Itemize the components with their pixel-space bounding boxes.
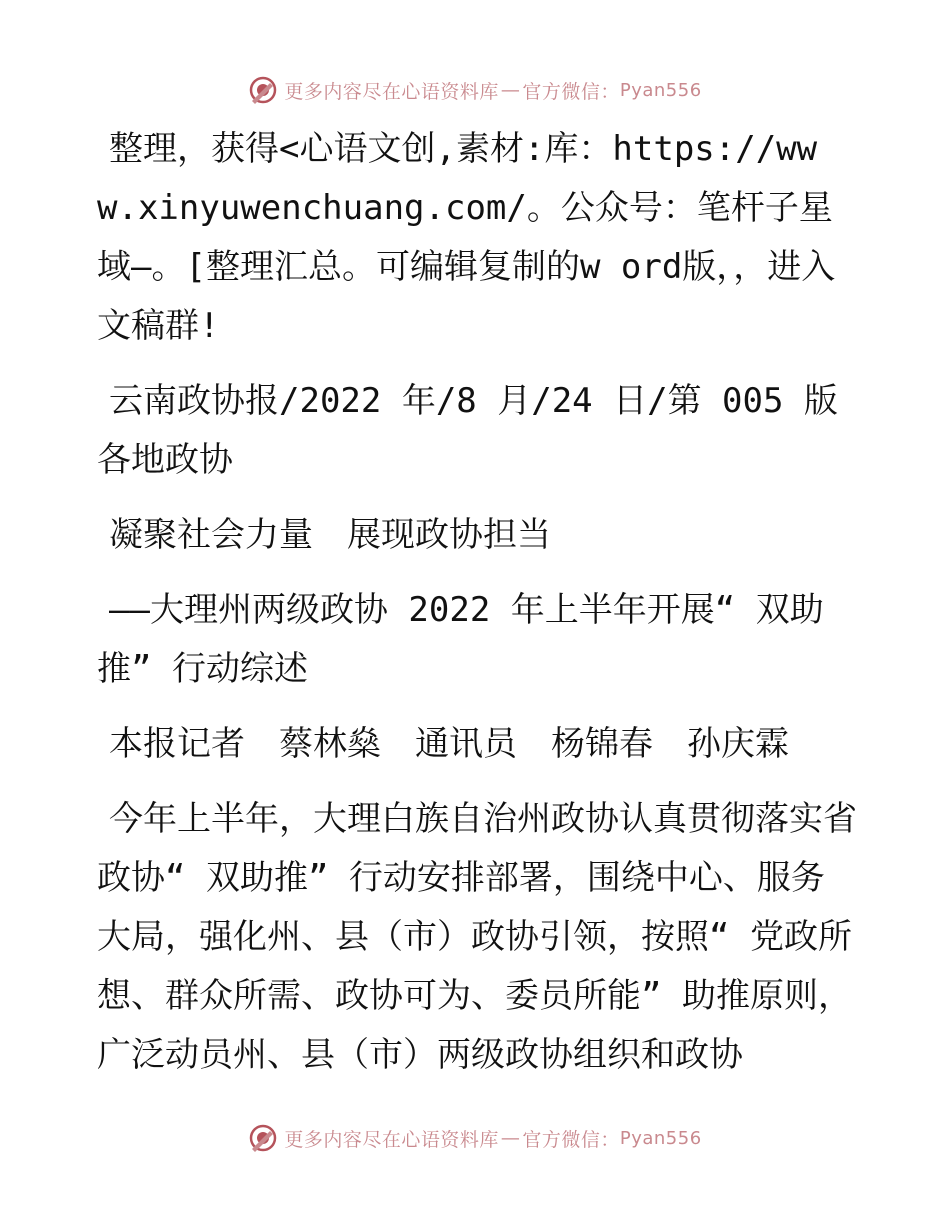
header-watermark: [0, 70, 950, 110]
watermark-official: 官方微信：: [522, 80, 620, 103]
intro-paragraph: 整理，获得<心语文创,素材:库：https://www.xinyuwenchuang.com/。公众号：笔杆子星域—。[整理汇总。可编辑复制的w ord版，，进入文稿群!: [97, 129, 836, 346]
watermark-separator: —: [500, 1127, 521, 1149]
footer-watermark: [0, 1118, 950, 1158]
pen-logo-icon: [248, 1123, 278, 1153]
pen-logo-icon: [248, 75, 278, 105]
byline: 本报记者 蔡林燊 通讯员 杨锦春 孙庆霖: [109, 724, 789, 764]
watermark-wechat: Pyan556: [619, 1127, 702, 1149]
article-subtitle: ——大理州两级政协 2022 年上半年开展“ 双助推” 行动综述: [97, 590, 824, 689]
source-line: 云南政协报/2022 年/8 月/24 日/第 005 版各地政协: [97, 381, 838, 480]
watermark-text: 更多内容尽在心语资料库: [284, 1128, 499, 1151]
watermark-official: 官方微信：: [522, 1128, 620, 1151]
watermark-wechat: Pyan556: [619, 79, 702, 101]
article-title: 凝聚社会力量 展现政协担当: [109, 515, 551, 555]
document-body: [97, 120, 857, 1101]
body-paragraph: 今年上半年，大理白族自治州政协认真贯彻落实省政协“ 双助推” 行动安排部署，围绕中心、服务大局，强化州、县（市）政协引领，按照“ 党政所想、群众所需、政协可为、委员所能” 助推原则，广泛动员州、县（市）两级政协组织和政协: [97, 799, 857, 1075]
watermark-separator: —: [500, 79, 521, 101]
watermark-text: 更多内容尽在心语资料库: [284, 80, 499, 103]
